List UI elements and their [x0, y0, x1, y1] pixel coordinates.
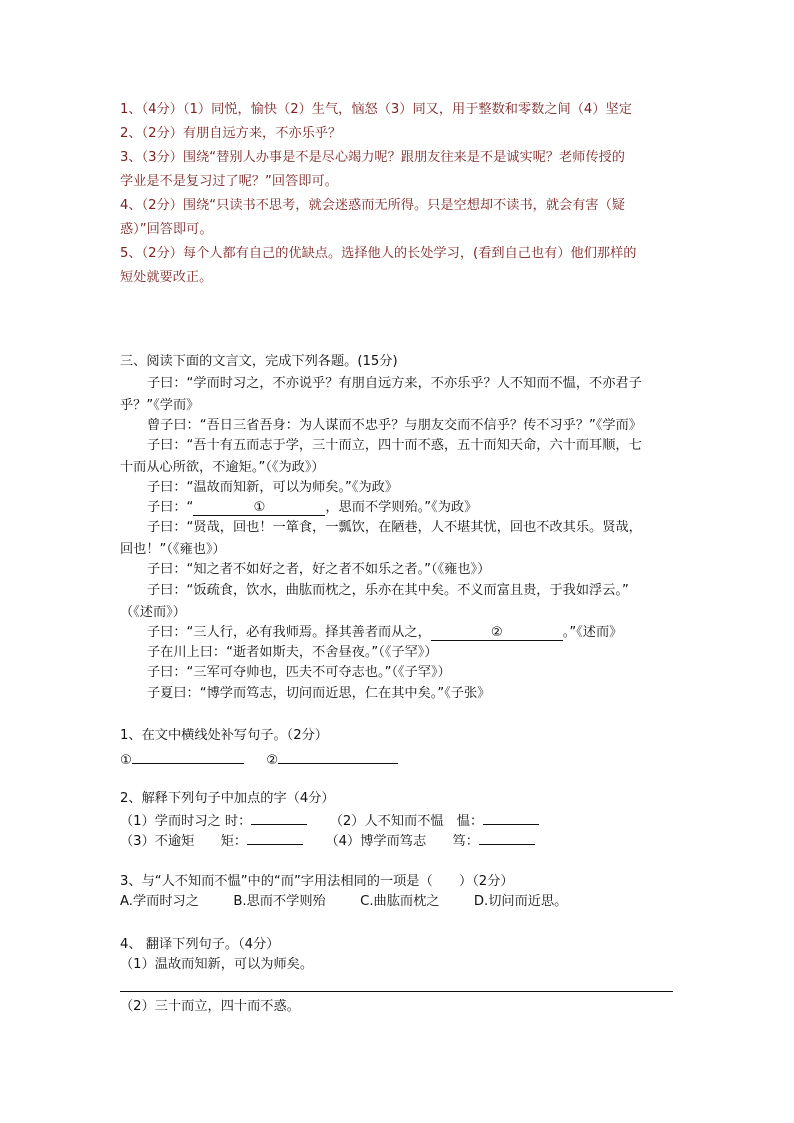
text-line-7: [147, 499, 477, 517]
answer-3a: 3、（3分）围绕“替别人办事是不是尽心竭力呢？跟朋友往来是不是诚实呢？老师传授的: [120, 150, 625, 165]
q2-b-blank[interactable]: [483, 810, 539, 825]
q1-blank-2[interactable]: [278, 749, 398, 764]
q3-title: 3、与“人不知而不愠”中的“而”字用法相同的一项是（ ）（2分）: [120, 874, 514, 889]
q2-title: 2、解释下列句子中加点的字（4分）: [120, 791, 335, 806]
text-line-16: 子夏曰：“博学而笃志，切问而近思，仁在其中矣。”《子张》: [147, 686, 491, 701]
q3-option-b[interactable]: B.思而不学则殆: [233, 894, 326, 909]
answer-4a: 4、（2分）围绕“只读书不思考，就会迷惑而无所得。只是空想却不读书，就会有害（疑: [120, 198, 625, 213]
q3-option-a[interactable]: A.学而时习之: [120, 894, 199, 909]
answer-2: 2、（2分）有朋自远方来，不亦乐乎？: [120, 126, 342, 141]
text-line-10: 子曰：“知之者不如好之者，好之者不如乐之者。”（《雍也》）: [147, 562, 491, 577]
answer-1: 1、（4分）（1）同悦，愉快（2）生气，恼怒（3）同又，用于整数和零数之间（4）坚定: [120, 102, 632, 117]
blank-2-inline[interactable]: ②: [431, 626, 563, 641]
q2-row-1: [120, 810, 539, 831]
q3-options: [120, 893, 567, 911]
blank-1-inline[interactable]: ①: [193, 501, 325, 516]
q1-answers: [120, 749, 398, 770]
q3-option-c[interactable]: C.曲肱而枕之: [360, 894, 440, 909]
text-line-1: 子曰：“学而时习之，不亦说乎？有朋自远方来，不亦乐乎？人不知而不愠，不亦君子: [147, 376, 642, 391]
answer-5b: 短处就要改正。: [120, 270, 213, 285]
text-line-4: 子曰：“吾十有五而志于学，三十而立，四十而不惑，五十而知天命，六十而耳顺，七: [147, 438, 642, 453]
section-title: 三、阅读下面的文言文，完成下列各题。(15分): [120, 354, 398, 369]
answer-5a: 5、（2分）每个人都有自己的优缺点。选择他人的长处学习，(看到自己也有）他们那样的: [120, 246, 637, 261]
q2-a-label: （1）学而时习之 时：: [120, 814, 252, 829]
text-line-12: （《述而》）: [120, 605, 186, 620]
q2-d-blank[interactable]: [479, 830, 535, 845]
text-line-7-start: 子曰：“: [147, 500, 194, 515]
q1-title: 1、在文中横线处补写句子。（2分）: [120, 728, 328, 743]
text-line-2: 乎？”《学而》: [120, 398, 200, 413]
q3-option-d[interactable]: D.切问而近思。: [473, 894, 568, 909]
q1-label-1: ①: [120, 753, 132, 768]
text-line-3: 曾子曰：“吾日三省吾身：为人谋而不忠乎？与朋友交而不信乎？传不习乎？”《学而》: [147, 418, 642, 433]
text-line-7-end: ，思而不学则殆。”《为政》: [325, 500, 478, 515]
q4-title: 4、 翻译下列句子。（4分）: [120, 937, 280, 952]
q1-label-2: ②: [266, 753, 279, 768]
text-line-14: 子在川上曰：“逝者如斯夫，不舍昼夜。”（《子罕》）: [147, 645, 438, 660]
q2-b-label: （2）人不知而不愠 愠：: [329, 814, 484, 829]
text-line-15: 子曰：“三军可夺帅也，匹夫不可夺志也。”（《子罕》）: [147, 665, 451, 680]
text-line-9: 回也！”（《雍也》）: [120, 542, 226, 557]
text-line-11: 子曰：“饭疏食，饮水，曲肱而枕之，乐亦在其中矣。不义而富且贵，于我如浮云。”: [147, 583, 629, 598]
q2-c-blank[interactable]: [247, 830, 303, 845]
text-line-13-start: 子曰：“三人行，必有我师焉。择其善者而从之，: [147, 625, 431, 640]
q1-blank-1[interactable]: [132, 749, 244, 764]
q4-sentence-2: （2）三十而立，四十而不惑。: [120, 999, 300, 1014]
text-line-13: [147, 624, 622, 642]
q2-c-label: （3）不逾矩 矩：: [120, 834, 248, 849]
text-line-13-end: 。”《述而》: [562, 625, 623, 640]
q4-answer-line[interactable]: [120, 991, 673, 992]
text-line-6: 子曰：“温故而知新，可以为师矣。”《为政》: [147, 480, 399, 495]
q2-a-blank[interactable]: [251, 810, 307, 825]
answer-4b: 惑）”回答即可。: [120, 222, 213, 237]
q2-row-2: [120, 830, 535, 851]
text-line-5: 十而从心所欲，不逾矩。”（《为政》）: [120, 460, 325, 475]
text-line-8: 子曰：“贤哉，回也！一箪食，一瓢饮，在陋巷，人不堪其忧，回也不改其乐。贤哉，: [147, 520, 642, 535]
q2-d-label: （4）博学而笃志 笃：: [325, 834, 479, 849]
q4-sentence-1: （1）温故而知新，可以为师矣。: [120, 957, 314, 972]
answer-3b: 学业是不是复习过了呢？”回答即可。: [120, 174, 338, 189]
